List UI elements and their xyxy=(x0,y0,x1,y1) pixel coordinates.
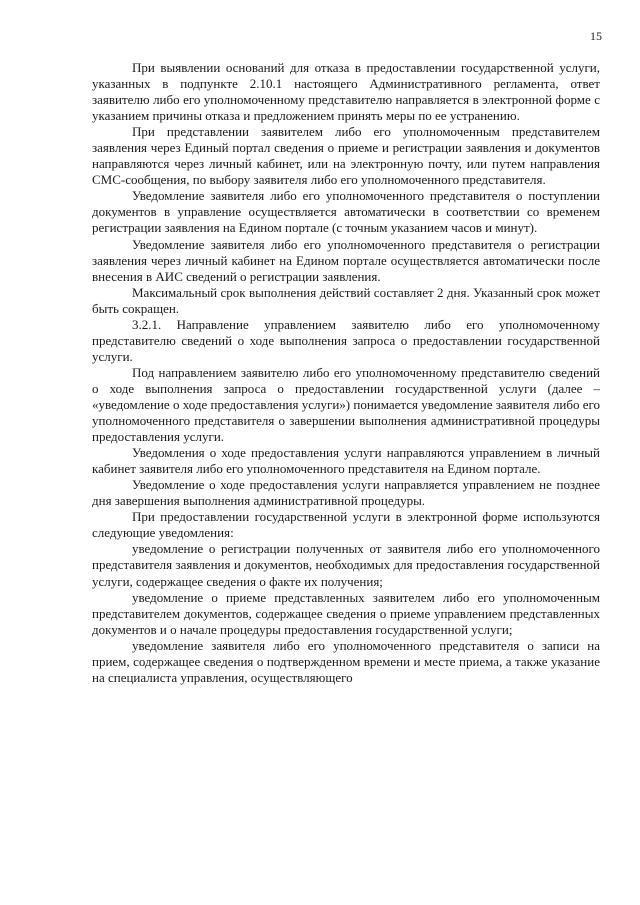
paragraph: Максимальный срок выполнения действий составляет 2 дня. Указанный срок может быть сокращен. xyxy=(92,284,600,316)
paragraph: Под направлением заявителю либо его уполномоченному представителю сведений о ходе выполнения запроса о предоставлении государственной услуги (далее – «уведомление о ходе предоставления услуги») понимается уведомление заявителя либо его уполномоченного представителя о завершении выполнения административной процедуры предоставления услуги. xyxy=(92,364,600,445)
paragraph: При предоставлении государственной услуги в электронной форме используются следующие уведомления: xyxy=(92,509,600,541)
paragraph: Уведомление о ходе предоставления услуги направляется управлением не позднее дня завершения выполнения административной процедуры. xyxy=(92,477,600,509)
paragraph: 3.2.1. Направление управлением заявителю либо его уполномоченному представителю сведений о ходе выполнения запроса о предоставлении государственной услуги. xyxy=(92,316,600,364)
document-body xyxy=(92,60,600,686)
paragraph: Уведомление заявителя либо его уполномоченного представителя о поступлении документов в управление осуществляется автоматически в соответствии со временем регистрации заявления на Едином портале (с точным указанием часов и минут). xyxy=(92,188,600,236)
paragraph: При представлении заявителем либо его уполномоченным представителем заявления через Единый портал сведения о приеме и регистрации заявления и документов направляются через личный кабинет, или на электронную почту, или путем направления СМС-сообщения, по выбору заявителя либо его уполномоченного представителя. xyxy=(92,124,600,188)
page-number: 15 xyxy=(590,29,602,43)
paragraph: уведомление о регистрации полученных от заявителя либо его уполномоченного представителя заявления и документов, необходимых для предоставления государственной услуги, содержащее сведения о факте их получения; xyxy=(92,541,600,589)
paragraph: уведомление заявителя либо его уполномоченного представителя о записи на прием, содержащее сведения о подтвержденном времени и месте приема, а также указание на специалиста управления, осуществляющего xyxy=(92,637,600,685)
paragraph: Уведомление заявителя либо его уполномоченного представителя о регистрации заявления через личный кабинет на Едином портале осуществляется автоматически после внесения в АИС сведений о регистрации заявления. xyxy=(92,236,600,284)
paragraph: Уведомления о ходе предоставления услуги направляются управлением в личный кабинет заявителя либо его уполномоченного представителя на Едином портале. xyxy=(92,445,600,477)
paragraph: При выявлении оснований для отказа в предоставлении государственной услуги, указанных в подпункте 2.10.1 настоящего Административного регламента, ответ заявителю либо его уполномоченному представителю направляется в электронной форме с указанием причины отказа и предложением принять меры по ее устранению. xyxy=(92,60,600,124)
paragraph: уведомление о приеме представленных заявителем либо его уполномоченным представителем документов, содержащее сведения о приеме управлением представленных документов и о начале процедуры предоставления государственной услуги; xyxy=(92,589,600,637)
